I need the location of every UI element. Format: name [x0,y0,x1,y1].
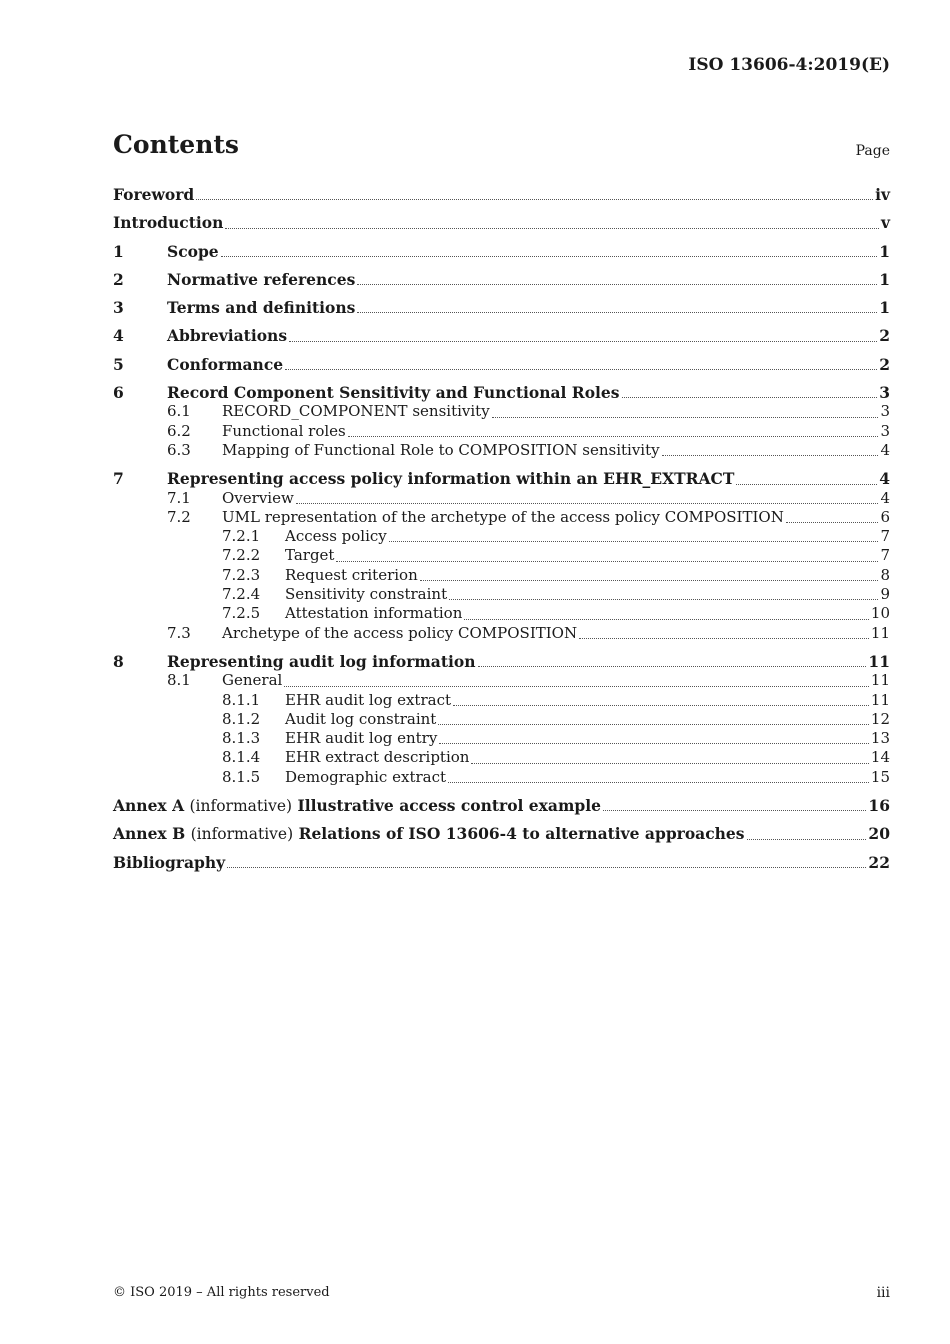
toc-entry-title: Attestation information [285,604,463,623]
toc-entry-number: 6.2 [167,421,191,440]
toc-entry-page: 20 [868,824,890,844]
toc-entry-page: iv [875,185,890,204]
toc-entry-8-1-4[interactable] [113,748,890,767]
toc-entry-5[interactable] [113,355,890,374]
toc-entry-title: Scope [167,241,219,261]
toc-entry-title: Normative references [167,269,356,289]
toc-entry-title [113,796,601,816]
toc-entry-6[interactable] [113,383,890,402]
toc-entry-7-3[interactable] [113,624,890,643]
toc-entry-annex-b[interactable] [113,824,890,843]
toc-entry-1[interactable] [113,242,890,261]
toc-entry-number: 1 [113,241,124,261]
toc-entry-title: Bibliography [113,852,226,872]
toc-entry-number: 8.1.2 [222,709,261,728]
toc-entry-bibliography[interactable] [113,853,890,872]
contents-title: Contents [113,130,240,159]
toc-entry-8-1-3[interactable] [113,729,890,748]
toc-entry-page: 10 [870,604,890,623]
toc-entry-number: 8.1.5 [222,767,261,786]
toc-entry-number: 7.1 [167,488,191,507]
toc-entry-7-2-3[interactable] [113,566,890,585]
toc-entry-page: 6 [880,507,890,526]
toc-entry-title: EHR audit log extract [285,690,451,709]
toc-entry-page: v [880,213,890,233]
dot-leader [464,618,869,620]
toc-entry-number: 8.1.4 [222,748,261,767]
dot-leader [336,560,878,562]
toc-entry-8-1-2[interactable] [113,710,890,729]
toc-entry-number: 7.3 [167,623,191,642]
copyright-notice: © ISO 2019 – All rights reserved [113,1285,330,1300]
toc-entry-number: 7 [113,469,124,489]
dot-leader [389,540,879,542]
toc-entry-7-2-2[interactable] [113,546,890,565]
dot-leader [662,454,879,456]
dot-leader [579,637,869,639]
dot-leader [289,340,877,342]
toc-entry-page: 3 [879,383,890,403]
toc-entry-page: 13 [870,729,890,748]
toc-entry-title: Introduction [113,213,224,233]
toc-entry-page: 1 [879,241,890,261]
dot-leader [492,416,879,418]
toc-entry-number: 7.2.4 [222,585,261,604]
toc-entry-7-2-1[interactable] [113,527,890,546]
toc-entry-title: Demographic extract [285,767,447,786]
toc-entry-title: EHR extract description [285,748,470,767]
toc-entry-number: 6.3 [167,440,191,459]
toc-entry-number: 7.2.2 [222,546,261,565]
toc-entry-page: 11 [870,671,890,690]
toc-entry-page: 4 [880,440,890,459]
toc-entry-foreword[interactable] [113,185,890,204]
dot-leader [296,502,879,504]
toc-entry-8[interactable] [113,652,890,671]
dot-leader [439,742,869,744]
toc-entry-title: Archetype of the access policy COMPOSITION [222,623,578,642]
toc-entry-title: Abbreviations [167,326,288,346]
toc-entry-page: 7 [880,546,890,565]
toc-entry-title: Mapping of Functional Role to COMPOSITION sensitivity [222,440,660,459]
toc-entry-page: 1 [879,269,890,289]
page-column-label: Page [855,143,890,159]
dot-leader [420,579,879,581]
toc-entry-page: 12 [870,709,890,728]
toc-entry-number: 8.1.3 [222,729,261,748]
toc-entry-8-1-1[interactable] [113,691,890,710]
toc-entry-title: Representing audit log information [167,651,476,671]
dot-leader [453,704,869,706]
toc-entry-4[interactable] [113,326,890,345]
toc-entry-number: 8.1.1 [222,690,261,709]
toc-entry-number: 7.2 [167,507,191,526]
toc-entry-page: 22 [868,852,890,872]
dot-leader [438,723,869,725]
dot-leader [227,866,866,868]
page-number: iii [876,1285,890,1301]
dot-leader [196,198,873,200]
toc-entry-title: UML representation of the archetype of the access policy COMPOSITION [222,507,784,526]
toc-entry-page: 1 [879,298,890,318]
annex-label: Annex B [113,824,186,844]
toc-entry-number: 7.2.5 [222,604,261,623]
toc-entry-title: Terms and definitions [167,298,356,318]
toc-entry-6-3[interactable] [113,441,890,460]
toc-entry-number: 7.2.3 [222,565,261,584]
toc-entry-title: Representing access policy information within an EHR_EXTRACT [167,469,735,489]
toc-entry-8-1[interactable] [113,671,890,690]
toc-entry-title: Overview [222,488,294,507]
annex-qualifier: (informative) [189,797,293,816]
dot-leader [747,838,867,840]
toc-entry-title: Record Component Sensitivity and Functional Roles [167,383,620,403]
toc-entry-title: General [222,671,283,690]
toc-entry-3[interactable] [113,298,890,317]
toc-entry-page: 14 [870,748,890,767]
toc-entry-introduction[interactable] [113,213,890,232]
dot-leader [357,311,877,313]
annex-label: Annex A [113,796,185,816]
toc-entry-number: 8 [113,651,124,671]
dot-leader [284,685,869,687]
toc-entry-title: Access policy [285,527,387,546]
toc-entry-number: 6 [113,383,124,403]
toc-entry-2[interactable] [113,270,890,289]
dot-leader [449,598,878,600]
toc-entry-page: 3 [880,421,890,440]
dot-leader [448,781,869,783]
toc-entry-page: 8 [880,565,890,584]
toc-entry-number: 4 [113,326,124,346]
toc-entry-page: 4 [880,488,890,507]
toc-entry-page: 4 [879,469,890,489]
toc-entry-7-2[interactable] [113,508,890,527]
toc-entry-7[interactable] [113,469,890,488]
toc-entry-page: 2 [879,354,890,374]
dot-leader [471,762,868,764]
toc-entry-page: 16 [868,796,890,816]
toc-entry-annex-a[interactable] [113,796,890,815]
toc-entry-title: EHR audit log entry [285,729,438,748]
toc-entry-number: 2 [113,269,124,289]
dot-leader [357,283,877,285]
toc-entry-title: RECORD_COMPONENT sensitivity [222,402,490,421]
toc-entry-title: Conformance [167,354,284,374]
dot-leader [603,809,866,811]
toc-entry-title: Foreword [113,185,195,204]
toc-entry-number: 3 [113,298,124,318]
toc-entry-title: Sensitivity constraint [285,585,448,604]
toc-entry-title: Audit log constraint [285,709,437,728]
dot-leader [736,483,877,485]
annex-qualifier: (informative) [190,825,294,844]
toc-entry-page: 2 [879,326,890,346]
dot-leader [786,521,879,523]
toc-entry-page: 11 [870,623,890,642]
toc-entry-8-1-5[interactable] [113,768,890,787]
annex-title: Relations of ISO 13606-4 to alternative approaches [298,824,745,844]
toc-entry-number: 5 [113,354,124,374]
toc-entry-page: 3 [880,402,890,421]
document-id: ISO 13606-4:2019(E) [688,55,890,75]
toc-entry-page: 9 [880,585,890,604]
toc-entry-number: 8.1 [167,671,191,690]
annex-title: Illustrative access control example [297,796,601,816]
toc-entry-number: 6.1 [167,402,191,421]
toc-entry-7-2-5[interactable] [113,604,890,623]
toc-entry-6-1[interactable] [113,402,890,421]
dot-leader [221,255,878,257]
toc-entry-title: Request criterion [285,565,418,584]
toc-entry-7-2-4[interactable] [113,585,890,604]
dot-leader [348,435,879,437]
toc-entry-page: 11 [870,690,890,709]
toc-entry-page: 11 [868,651,890,671]
dot-leader [478,665,867,667]
dot-leader [225,227,879,229]
table-of-contents [113,185,890,872]
toc-entry-7-1[interactable] [113,489,890,508]
dot-leader [622,396,878,398]
toc-entry-title: Functional roles [222,421,346,440]
toc-entry-title [113,824,745,844]
toc-entry-6-2[interactable] [113,422,890,441]
dot-leader [285,368,877,370]
toc-entry-number: 7.2.1 [222,527,261,546]
toc-entry-page: 15 [870,767,890,786]
toc-entry-page: 7 [880,527,890,546]
toc-entry-title: Target [285,546,335,565]
